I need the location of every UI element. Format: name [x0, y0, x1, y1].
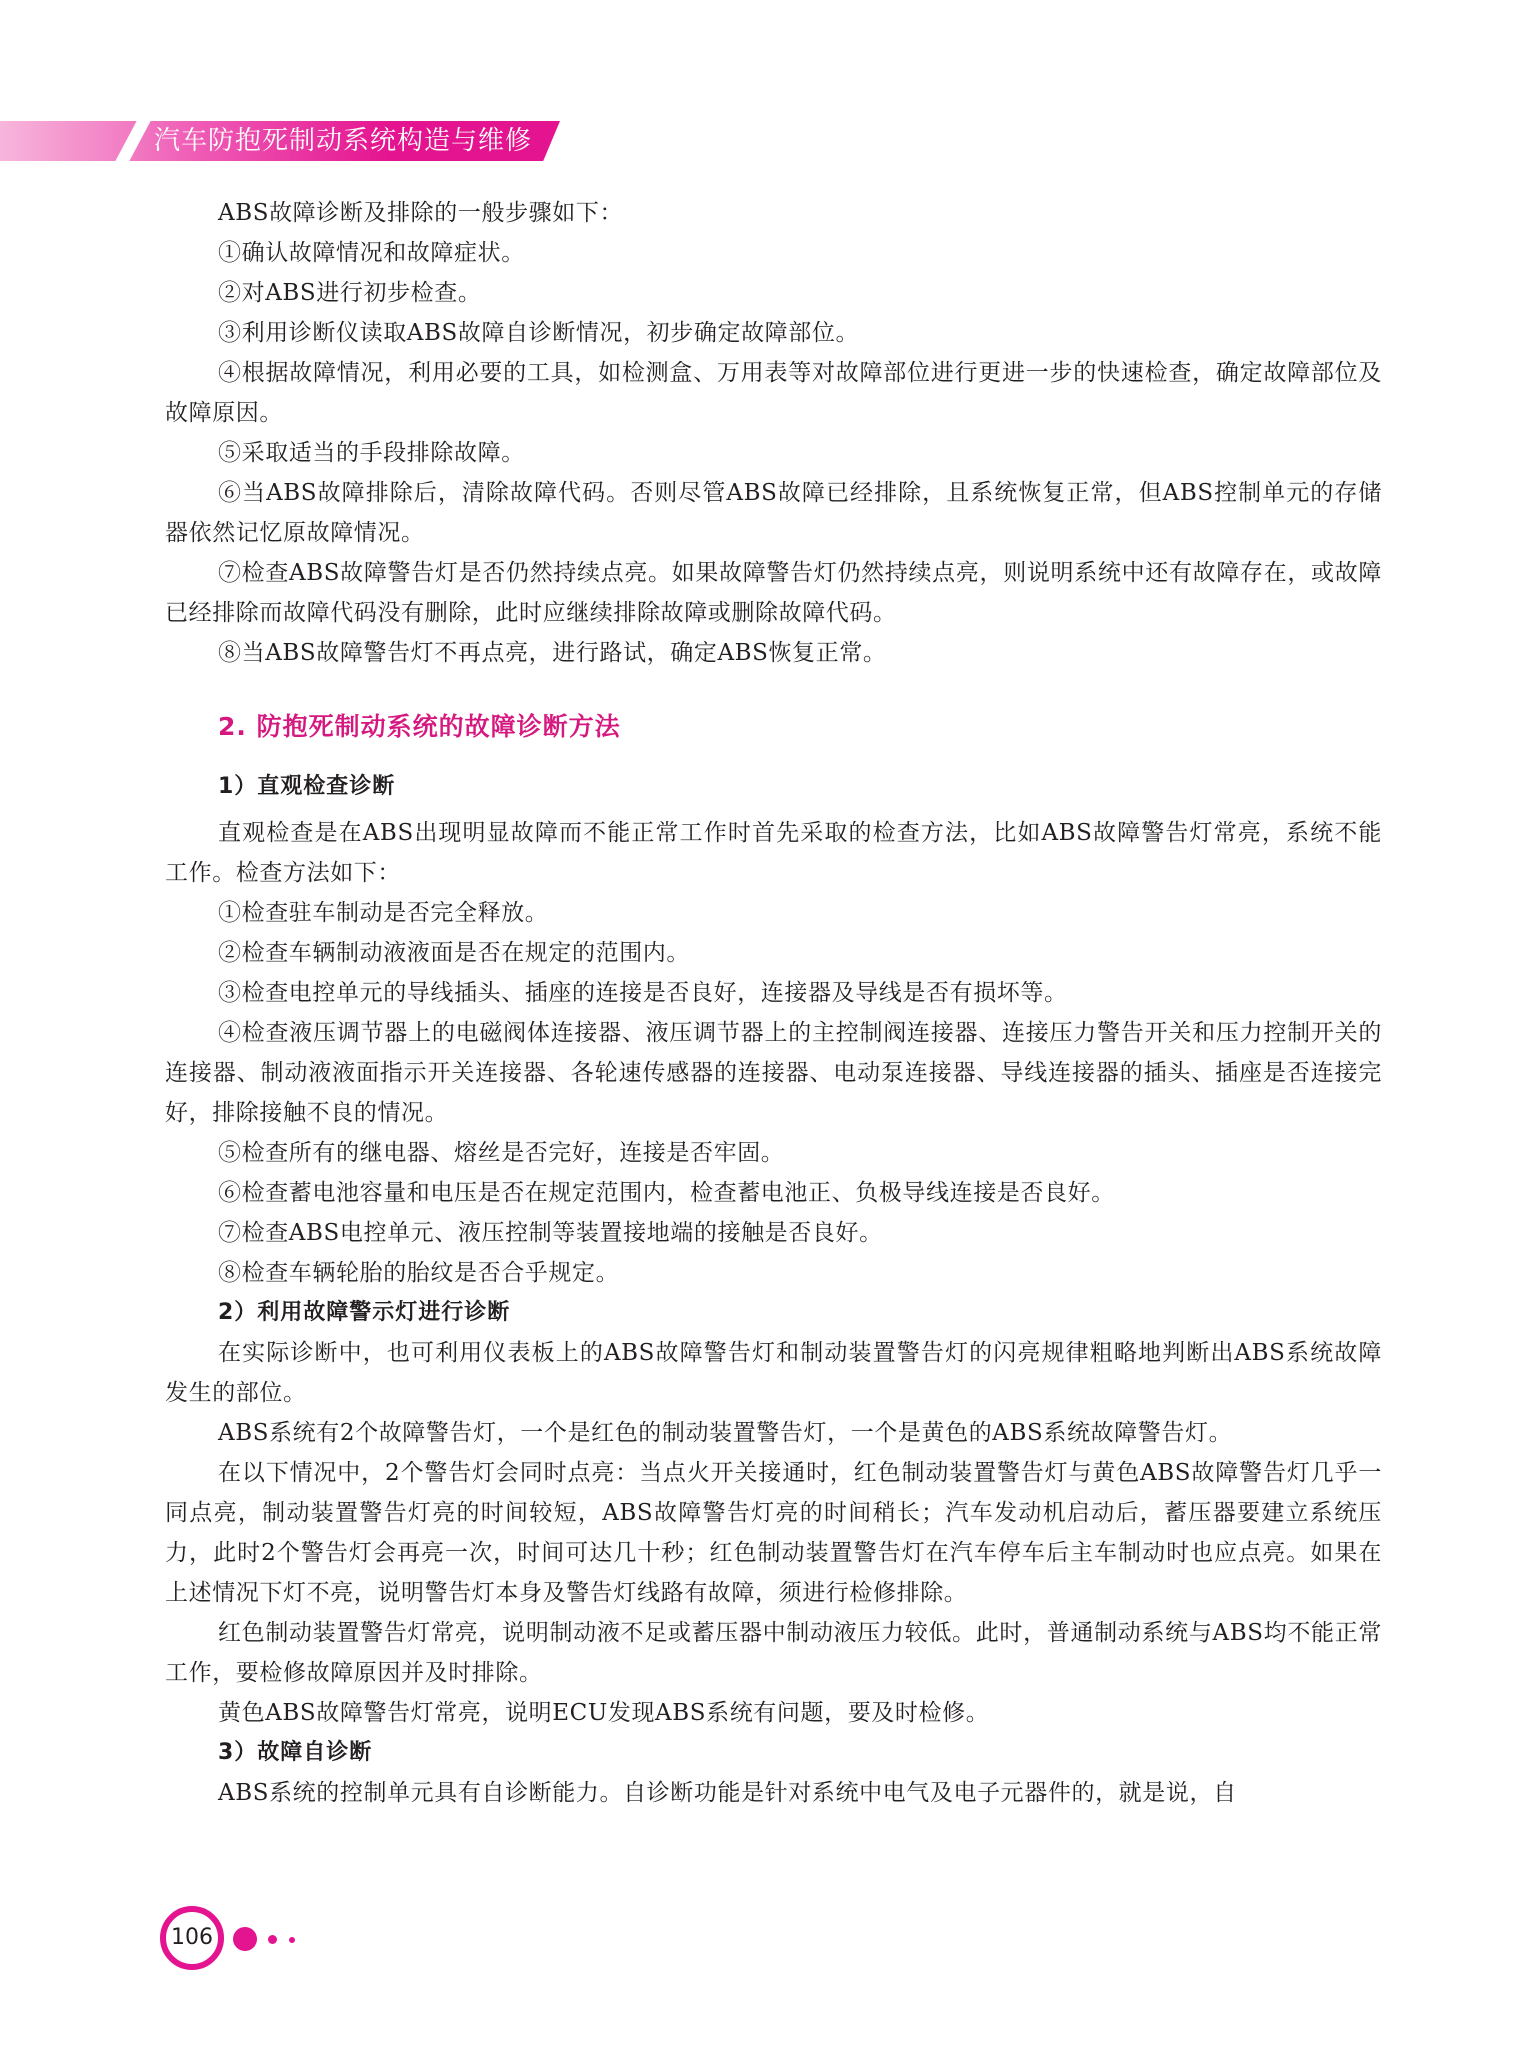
paragraph: ①检查驻车制动是否完全释放。 — [218, 900, 549, 926]
paragraph: ABS故障诊断及排除的一般步骤如下： — [218, 200, 624, 226]
section-heading: 2. 防抱死制动系统的故障诊断方法 — [218, 712, 621, 741]
paragraph: ③利用诊断仪读取ABS故障自诊断情况，初步确定故障部位。 — [218, 320, 860, 346]
paragraph: ①确认故障情况和故障症状。 — [218, 240, 525, 266]
decorative-dot-icon — [268, 1935, 277, 1944]
paragraph: 黄色ABS故障警告灯常亮，说明ECU发现ABS系统有问题，要及时检修。 — [218, 1700, 990, 1726]
paragraph: 红色制动装置警告灯常亮，说明制动液不足或蓄压器中制动液压力较低。此时，普通制动系统与ABS均不能正常工作，要检修故障原因并及时排除。 — [165, 1620, 1382, 1686]
decorative-dot-icon — [233, 1927, 257, 1951]
running-header-title: 汽车防抱死制动系统构造与维修 — [154, 126, 533, 156]
paragraph: ABS系统的控制单元具有自诊断能力。自诊断功能是针对系统中电气及电子元器件的，就是说，自 — [218, 1780, 1237, 1806]
page-body — [165, 193, 1382, 1813]
subsection-heading: 2）利用故障警示灯进行诊断 — [218, 1300, 511, 1325]
subsection-heading: 1）直观检查诊断 — [218, 774, 396, 799]
paragraph: ⑤采取适当的手段排除故障。 — [218, 440, 525, 466]
paragraph: ④检查液压调节器上的电磁阀体连接器、液压调节器上的主控制阀连接器、连接压力警告开关和压力控制开关的连接器、制动液液面指示开关连接器、各轮速传感器的连接器、电动泵连接器、导线连接器的插头、插座是否连接完好，排除接触不良的情况。 — [165, 1020, 1382, 1126]
decorative-dot-icon — [289, 1937, 295, 1943]
subsection-heading: 3）故障自诊断 — [218, 1740, 373, 1765]
paragraph: 在实际诊断中，也可利用仪表板上的ABS故障警告灯和制动装置警告灯的闪亮规律粗略地判断出ABS系统故障发生的部位。 — [165, 1340, 1382, 1406]
paragraph: ⑤检查所有的继电器、熔丝是否完好，连接是否牢固。 — [218, 1140, 785, 1166]
paragraph: ④根据故障情况，利用必要的工具，如检测盒、万用表等对故障部位进行更进一步的快速检查，确定故障部位及故障原因。 — [165, 360, 1382, 426]
paragraph: ②对ABS进行初步检查。 — [218, 280, 482, 306]
paragraph: ⑧检查车辆轮胎的胎纹是否合乎规定。 — [218, 1260, 620, 1286]
paragraph: ②检查车辆制动液液面是否在规定的范围内。 — [218, 940, 690, 966]
paragraph: 直观检查是在ABS出现明显故障而不能正常工作时首先采取的检查方法，比如ABS故障警告灯常亮，系统不能工作。检查方法如下： — [165, 820, 1382, 886]
page-number: 106 — [160, 1906, 224, 1970]
paragraph: ⑦检查ABS电控单元、液压控制等装置接地端的接触是否良好。 — [218, 1220, 883, 1246]
paragraph: ③检查电控单元的导线插头、插座的连接是否良好，连接器及导线是否有损坏等。 — [218, 980, 1068, 1006]
paragraph: ABS系统有2个故障警告灯，一个是红色的制动装置警告灯，一个是黄色的ABS系统故障警告灯。 — [218, 1420, 1233, 1446]
paragraph: 在以下情况中，2个警告灯会同时点亮：当点火开关接通时，红色制动装置警告灯与黄色ABS故障警告灯几乎一同点亮，制动装置警告灯亮的时间较短，ABS故障警告灯亮的时间稍长；汽车发动机启动后，蓄压器要建立系统压力，此时2个警告灯会再亮一次，时间可达几十秒；红色制动装置警告灯在汽车停车后主车制动时也应点亮。如果在上述情况下灯不亮，说明警告灯本身及警告灯线路有故障，须进行检修排除。 — [165, 1460, 1382, 1606]
paragraph: ⑧当ABS故障警告灯不再点亮，进行路试，确定ABS恢复正常。 — [218, 640, 887, 666]
paragraph: ⑥当ABS故障排除后，清除故障代码。否则尽管ABS故障已经排除，且系统恢复正常，但ABS控制单元的存储器依然记忆原故障情况。 — [165, 480, 1382, 546]
paragraph: ⑦检查ABS故障警告灯是否仍然持续点亮。如果故障警告灯仍然持续点亮，则说明系统中还有故障存在，或故障已经排除而故障代码没有删除，此时应继续排除故障或删除故障代码。 — [165, 560, 1382, 626]
paragraph: ⑥检查蓄电池容量和电压是否在规定范围内，检查蓄电池正、负极导线连接是否良好。 — [218, 1180, 1115, 1206]
